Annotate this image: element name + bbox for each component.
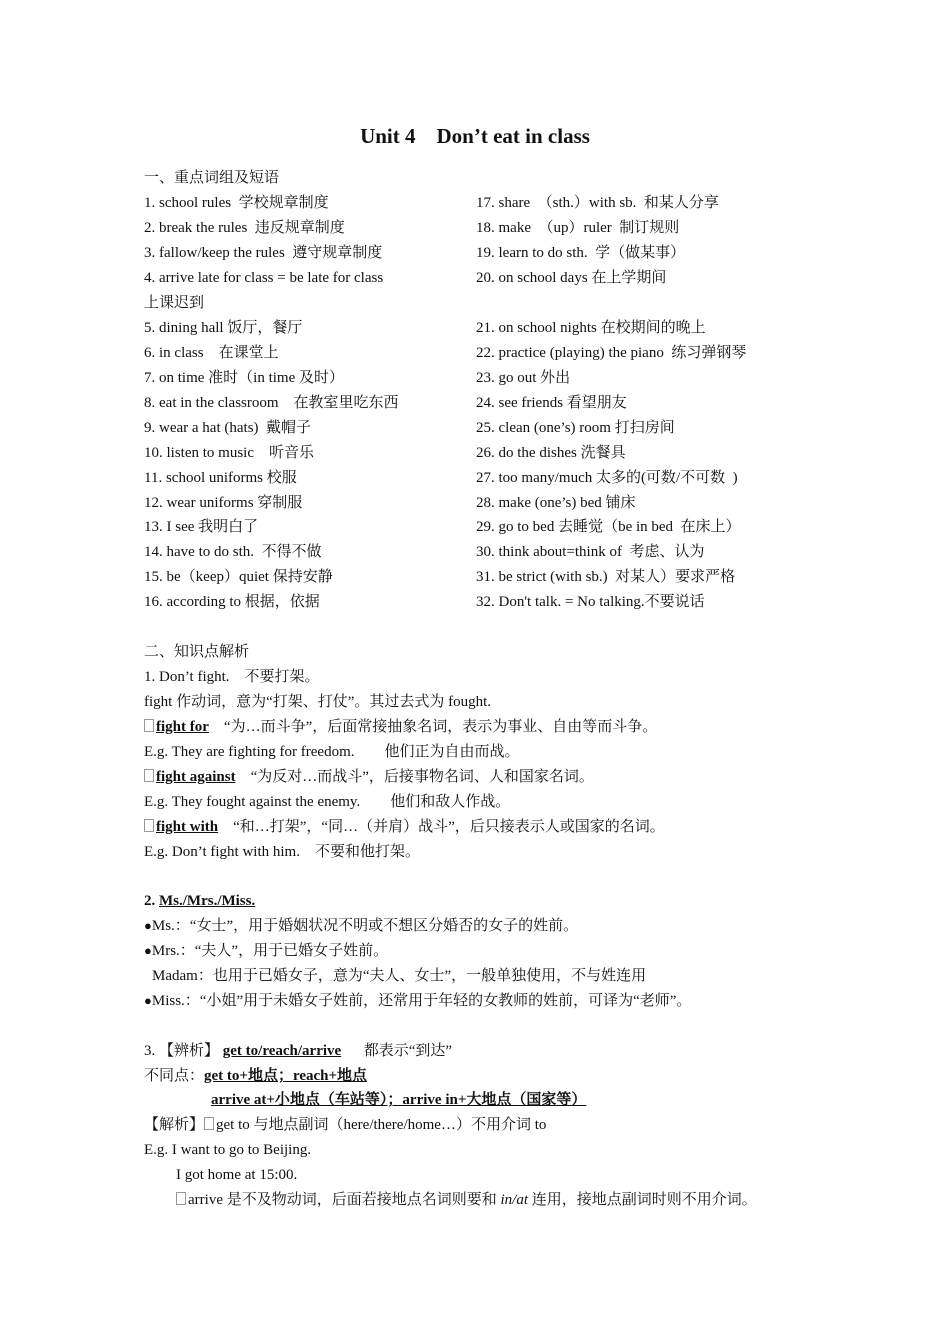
fight-with-line <box>144 817 665 837</box>
phrase-item: 21. on school nights 在校期间的晚上 <box>476 320 706 336</box>
phrase-item: 3. fallow/keep the rules 遵守规章制度 <box>144 245 383 261</box>
phrase-item: 22. practice (playing) the piano 练习弹钢琴 <box>476 345 747 361</box>
section1-heading: 一、重点词组及短语 <box>144 170 280 186</box>
example-line: E.g. I want to go to Beijing. <box>144 1142 312 1158</box>
phrase-item: 1. school rules 学校规章制度 <box>144 195 329 211</box>
fight-against-term: fight against <box>156 769 236 785</box>
phrase-item: 15. be（keep）quiet 保持安静 <box>144 569 333 585</box>
phrase-item: 上课迟到 <box>144 295 205 311</box>
point1-title: 1. Don’t fight. 不要打架。 <box>144 669 320 685</box>
phrase-item: 13. I see 我明白了 <box>144 519 259 535</box>
phrase-item: 2. break the rules 违反规章制度 <box>144 220 345 236</box>
fight-against-desc: “为反对…而战斗”，后接事物名词、人和国家名词。 <box>235 769 594 785</box>
bullet-dot-icon: ● <box>144 918 152 933</box>
example-line: E.g. Don’t fight with him. 不要和他打架。 <box>144 844 420 860</box>
phrase-item: 20. on school days 在上学期间 <box>476 270 667 286</box>
phrase-item: 26. do the dishes 洗餐具 <box>476 445 626 461</box>
phrase-item: 10. listen to music 听音乐 <box>144 445 314 461</box>
phrase-item: 32. Don't talk. = No talking.不要说话 <box>476 594 705 610</box>
phrase-item: 4. arrive late for class = be late for class <box>144 270 384 286</box>
phrase-item: 24. see friends 看望朋友 <box>476 395 627 411</box>
fight-for-term: fight for <box>156 719 209 735</box>
analysis-line-2: arrive 是不及物动词，后面若接地点名词则要和 in/at 连用，接地点副词时则不用介词。 <box>176 1190 757 1210</box>
phrase-item: 29. go to bed 去睡觉（be in bed 在床上） <box>476 519 741 535</box>
section2-heading: 二、知识点解析 <box>144 644 250 660</box>
fight-with-desc: “和…打架”，“同…（并肩）战斗”，后只接表示人或国家的名词。 <box>218 819 665 835</box>
phrase-item: 11. school uniforms 校服 <box>144 470 297 486</box>
phrase-item: 30. think about=think of 考虑、认为 <box>476 544 705 560</box>
point2-title: 2. Ms./Mrs./Miss. <box>144 893 256 909</box>
example-line: I got home at 15:00. <box>176 1167 298 1183</box>
bullet-box-icon <box>176 1192 186 1205</box>
bullet-box-icon <box>204 1117 214 1130</box>
miss-line: ●Miss.：“小姐”用于未婚女子姓前，还常用于年轻的女教师的姓前，可译为“老师”。 <box>144 993 692 1009</box>
point3-title: 3. 【辨析】 get to/reach/arrive 都表示“到达” <box>144 1043 453 1059</box>
phrase-item: 23. go out 外出 <box>476 370 571 386</box>
phrase-item: 31. be strict (with sb.) 对某人）要求严格 <box>476 569 736 585</box>
phrase-item: 28. make (one’s) bed 铺床 <box>476 495 636 511</box>
phrase-item: 5. dining hall 饭厅，餐厅 <box>144 320 303 336</box>
example-line: E.g. They are fighting for freedom. 他们正为自由而战。 <box>144 744 520 760</box>
bullet-box-icon <box>144 819 154 832</box>
phrase-item: 6. in class 在课堂上 <box>144 345 279 361</box>
fight-for-desc: “为…而斗争”，后面常接抽象名词，表示为事业、自由等而斗争。 <box>208 719 658 735</box>
phrase-item: 27. too many/much 太多的(可数/不可数 ) <box>476 470 738 486</box>
example-line: E.g. They fought against the enemy. 他们和敌人作战。 <box>144 794 511 810</box>
bullet-box-icon <box>144 769 154 782</box>
page-title: Unit 4 Don’t eat in class <box>360 124 590 148</box>
bullet-box-icon <box>144 719 154 732</box>
analysis-line-1: 【解析】 get to 与地点副词（here/there/home…）不用介词 to <box>144 1117 547 1133</box>
difference-line-2: arrive at+小地点（车站等）；arrive in+大地点（国家等） <box>211 1092 587 1108</box>
phrase-item: 17. share （sth.）with sb. 和某人分享 <box>476 195 719 211</box>
phrase-item: 18. make （up）ruler 制订规则 <box>476 220 680 236</box>
bullet-dot-icon: ● <box>144 993 152 1008</box>
mrs-line: ●Mrs.：“夫人”，用于已婚女子姓前。 <box>144 943 389 959</box>
difference-line-1: 不同点：get to+地点；reach+地点 <box>144 1068 368 1084</box>
phrase-item: 8. eat in the classroom 在教室里吃东西 <box>144 395 399 411</box>
fight-against-line <box>144 767 594 787</box>
phrase-item: 19. learn to do sth. 学（做某事） <box>476 245 686 261</box>
point1-explanation: fight 作动词，意为“打架、打仗”。其过去式为 fought. <box>144 694 492 710</box>
fight-with-term: fight with <box>156 819 219 835</box>
phrase-item: 7. on time 准时（in time 及时） <box>144 370 344 386</box>
bullet-dot-icon: ● <box>144 943 152 958</box>
phrase-item: 14. have to do sth. 不得不做 <box>144 544 322 560</box>
phrase-item: 12. wear uniforms 穿制服 <box>144 495 303 511</box>
fight-for-line <box>144 717 657 737</box>
phrase-item: 9. wear a hat (hats) 戴帽子 <box>144 420 312 436</box>
ms-line: ●Ms.：“女士”，用于婚姻状况不明或不想区分婚否的女子的姓前。 <box>144 918 579 934</box>
phrase-item: 25. clean (one’s) room 打扫房间 <box>476 420 675 436</box>
madam-line: Madam：也用于已婚女子，意为“夫人、女士”，一般单独使用，不与姓连用 <box>152 968 647 984</box>
phrase-item: 16. according to 根据，依据 <box>144 594 320 610</box>
